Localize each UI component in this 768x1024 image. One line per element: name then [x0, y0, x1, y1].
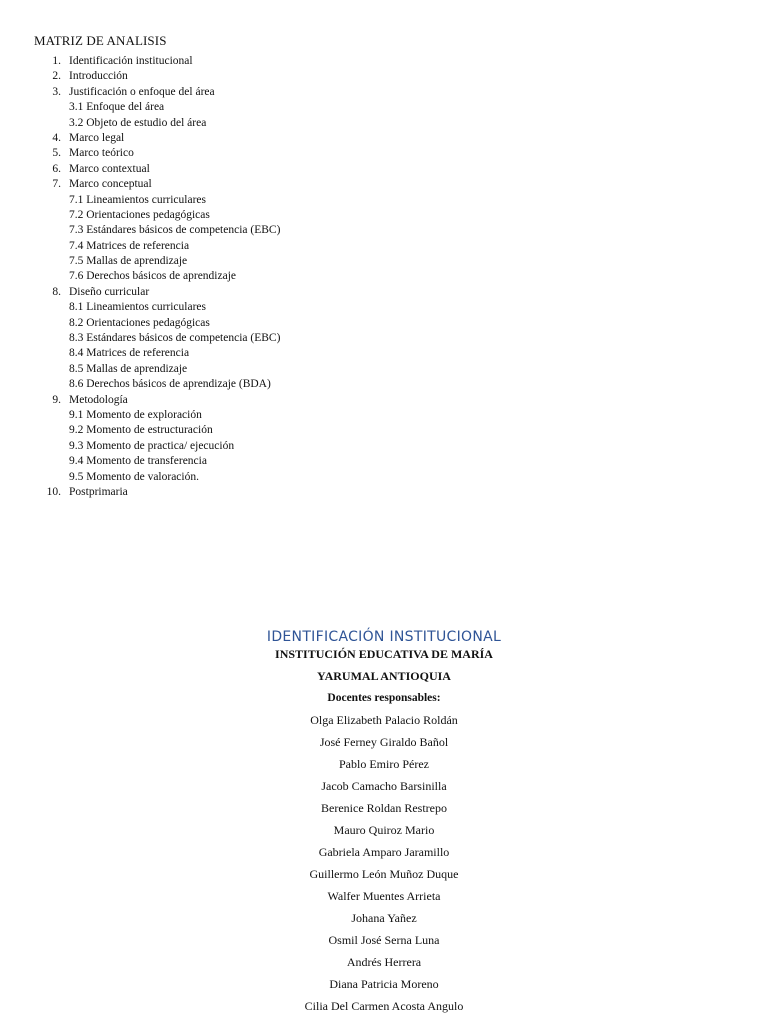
toc-item: [0, 85, 768, 100]
toc-item-text: 9.2 Momento de estructuración: [69, 424, 213, 437]
toc-item-text: 9.5 Momento de valoración.: [69, 470, 199, 483]
teacher-name: Gabriela Amparo Jaramillo: [318, 845, 450, 859]
toc-item: [0, 285, 768, 300]
toc-subitem: [0, 116, 768, 131]
toc-item-number: 8.: [52, 285, 61, 298]
toc-item-number: 3.: [52, 85, 61, 98]
toc-subitem: [0, 100, 768, 115]
toc-subitem: [0, 346, 768, 361]
institution-name: INSTITUCIÓN EDUCATIVA DE MARÍA: [275, 647, 493, 661]
toc-item-number: 10.: [46, 485, 61, 498]
toc-item: [0, 393, 768, 408]
teacher-name: Guillermo León Muñoz Duque: [309, 867, 459, 881]
toc-subitem: [0, 470, 768, 485]
teacher-name: Johana Yañez: [351, 911, 417, 925]
toc-item: [0, 485, 768, 500]
teacher-name: Cilia Del Carmen Acosta Angulo: [304, 999, 464, 1013]
toc-item-text: Marco legal: [69, 131, 125, 144]
toc-item: [0, 146, 768, 161]
toc-item-text: 9.3 Momento de practica/ ejecución: [69, 439, 235, 452]
toc-subitem: [0, 439, 768, 454]
toc-item-text: Identificación institucional: [69, 55, 193, 67]
toc-item-text: 7.5 Mallas de aprendizaje: [69, 255, 188, 268]
document-title: MATRIZ DE ANALISIS: [34, 33, 167, 48]
toc-subitem: [0, 300, 768, 315]
toc-subitem: [0, 331, 768, 346]
toc-item-text: Justificación o enfoque del área: [69, 85, 215, 98]
toc-item-text: Metodología: [69, 393, 128, 406]
toc-item-number: 1.: [52, 55, 61, 67]
toc-item: [0, 131, 768, 146]
institution-block: [0, 644, 768, 1018]
toc-item-text: 8.3 Estándares básicos de competencia (EBC): [69, 332, 281, 345]
teacher-name: Pablo Emiro Pérez: [339, 757, 429, 771]
teacher-name: Olga Elizabeth Palacio Roldán: [310, 713, 458, 727]
teacher-name: Walfer Muentes Arrieta: [327, 889, 441, 903]
toc-item-text: Marco conceptual: [69, 178, 152, 191]
teacher-name: Andrés Herrera: [346, 955, 422, 969]
toc-item: [0, 177, 768, 192]
toc-subitem: [0, 208, 768, 223]
toc-subitem: [0, 239, 768, 254]
toc-subitem: [0, 193, 768, 208]
toc-subitem: [0, 408, 768, 423]
toc-item-text: 7.4 Matrices de referencia: [69, 239, 190, 252]
toc-subitem: [0, 316, 768, 331]
toc-item-number: 2.: [52, 70, 61, 83]
teacher-name: Osmil José Serna Luna: [328, 933, 440, 947]
toc-item: [0, 162, 768, 177]
institution-location: YARUMAL ANTIOQUIA: [317, 669, 451, 683]
teachers-label: Docentes responsables:: [327, 692, 441, 704]
toc-item-text: Marco teórico: [69, 147, 134, 160]
teacher-name: Diana Patricia Moreno: [329, 977, 439, 991]
toc-item-text: 7.1 Lineamientos curriculares: [69, 193, 206, 206]
toc-subitem: [0, 254, 768, 269]
toc-item-text: 8.4 Matrices de referencia: [69, 347, 190, 360]
toc-item-number: 5.: [52, 147, 61, 160]
toc-item-text: Diseño curricular: [69, 285, 150, 298]
toc-item-text: 7.2 Orientaciones pedagógicas: [69, 208, 210, 221]
toc-item-text: 3.2 Objeto de estudio del área: [69, 116, 207, 129]
toc-item-number: 6.: [52, 162, 61, 175]
teacher-name: Mauro Quiroz Mario: [333, 823, 435, 837]
toc-item: [0, 69, 768, 84]
toc-item-text: 8.2 Orientaciones pedagógicas: [69, 316, 210, 329]
toc-subitem: [0, 223, 768, 238]
teacher-name: Jacob Camacho Barsinilla: [321, 779, 447, 793]
toc-subitem: [0, 362, 768, 377]
toc-item-number: 9.: [52, 393, 61, 406]
toc-item: [0, 54, 768, 69]
toc-item-text: Postprimaria: [69, 485, 128, 498]
toc-item-text: 8.5 Mallas de aprendizaje: [69, 362, 188, 375]
toc-item-text: 7.6 Derechos básicos de aprendizaje: [69, 270, 236, 283]
section-heading: IDENTIFICACIÓN INSTITUCIONAL: [266, 629, 502, 645]
toc-item-number: 4.: [52, 131, 61, 144]
toc-item-text: Introducción: [69, 70, 128, 83]
toc-item-text: 7.3 Estándares básicos de competencia (EBC): [69, 224, 281, 237]
toc-item-text: 8.6 Derechos básicos de aprendizaje (BDA): [69, 378, 271, 391]
toc-item-text: 9.4 Momento de transferencia: [69, 455, 207, 468]
toc-item-text: 8.1 Lineamientos curriculares: [69, 301, 206, 314]
teacher-name: Berenice Roldan Restrepo: [321, 801, 447, 815]
toc-subitem: [0, 423, 768, 438]
teacher-name: José Ferney Giraldo Bañol: [319, 735, 449, 749]
table-of-contents: [0, 54, 768, 500]
toc-subitem: [0, 269, 768, 284]
toc-item-text: 3.1 Enfoque del área: [69, 101, 165, 114]
toc-item-text: 9.1 Momento de exploración: [69, 408, 202, 421]
toc-item-number: 7.: [52, 178, 61, 191]
toc-subitem: [0, 377, 768, 392]
toc-item-text: Marco contextual: [69, 162, 150, 175]
toc-subitem: [0, 454, 768, 469]
